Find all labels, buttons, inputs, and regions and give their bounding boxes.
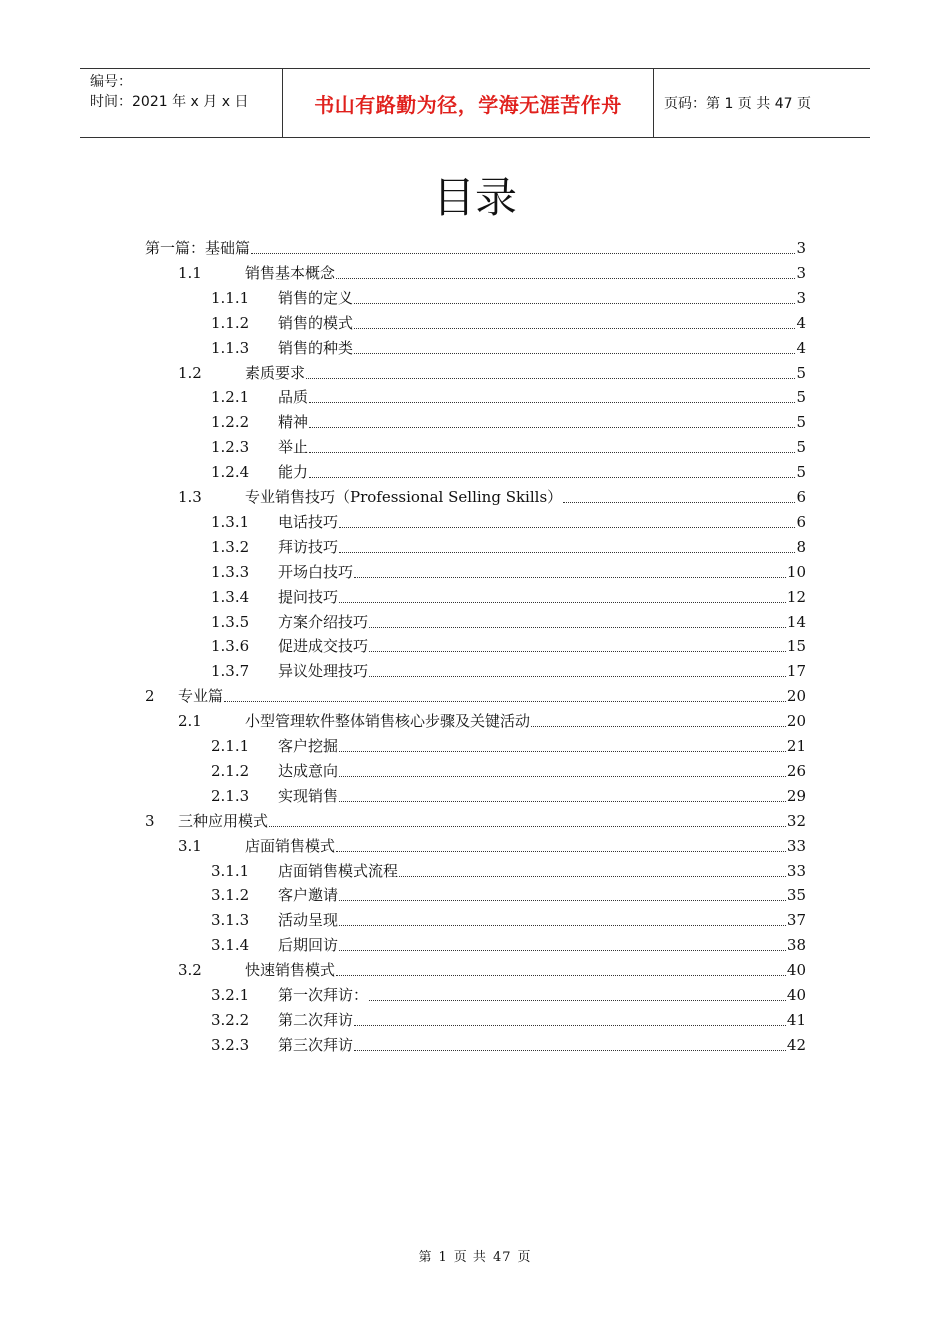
toc-entry[interactable] — [0, 706, 950, 731]
toc-entry-line — [278, 861, 806, 881]
toc-entry-page: 26 — [786, 761, 806, 780]
toc-entry[interactable] — [0, 831, 950, 856]
toc-entry-number: 3.1 — [178, 836, 202, 855]
toc-entry-number: 1.1.1 — [211, 288, 250, 307]
toc-dot-leader — [224, 700, 786, 702]
toc-entry-page: 6 — [796, 512, 806, 531]
toc-entry-label: 小型管理软件整体销售核心步骤及关键活动 — [245, 712, 531, 731]
page-header — [80, 68, 870, 138]
toc-entry-label: 第一篇：基础篇 — [145, 239, 251, 257]
serial-label: 编号： — [90, 74, 132, 90]
header-left-cell — [80, 69, 282, 137]
toc-entry-page: 5 — [796, 413, 806, 432]
toc-entry-page: 12 — [786, 587, 806, 606]
toc-entry[interactable] — [0, 457, 950, 482]
toc-entry-page: 20 — [786, 712, 806, 731]
toc-entry-page: 32 — [786, 811, 806, 830]
toc-entry-line — [278, 412, 806, 432]
toc-entry[interactable] — [0, 382, 950, 407]
toc-entry-label: 能力 — [278, 463, 309, 482]
toc-entry-label: 第二次拜访 — [278, 1010, 354, 1029]
toc-entry-line — [278, 1035, 806, 1055]
toc-dot-leader — [354, 1049, 786, 1051]
toc-dot-leader — [354, 1024, 786, 1026]
toc-entry-label: 举止 — [278, 438, 309, 457]
toc-entry-number: 2 — [145, 687, 155, 706]
toc-entry-label: 品质 — [278, 388, 309, 407]
toc-entry-page: 4 — [796, 313, 806, 332]
toc-entry-number: 3.2.3 — [211, 1035, 250, 1054]
toc-entry-line — [278, 587, 806, 607]
toc-entry-number: 2.1 — [178, 712, 202, 731]
toc-entry-line — [278, 437, 806, 457]
toc-entry[interactable] — [0, 980, 950, 1005]
footer-total-pages: 47 — [492, 1250, 512, 1265]
toc-entry-page: 37 — [786, 911, 806, 930]
toc-entry[interactable] — [0, 482, 950, 507]
toc-entry-page: 20 — [786, 687, 806, 706]
toc-entry[interactable] — [0, 507, 950, 532]
toc-dot-leader — [563, 501, 795, 503]
footer-suffix: 页 — [517, 1250, 532, 1265]
toc-entry[interactable] — [0, 407, 950, 432]
toc-entry-line — [278, 462, 806, 482]
toc-entry-label: 开场白技巧 — [278, 562, 354, 581]
toc-entry-label: 客户挖掘 — [278, 737, 339, 755]
toc-entry[interactable] — [0, 333, 950, 358]
toc-entry-number: 1.2 — [178, 363, 202, 382]
toc-entry[interactable] — [0, 1030, 950, 1055]
toc-entry-label: 后期回访 — [278, 936, 339, 955]
toc-entry-number: 1.2.4 — [211, 463, 250, 482]
header-motto: 书山有路勤为径，学海无涯苦作舟 — [282, 69, 654, 137]
toc-entry-line — [178, 811, 806, 831]
toc-entry-line — [145, 238, 806, 258]
toc-entry[interactable] — [0, 955, 950, 980]
toc-entry-label: 客户邀请 — [278, 886, 339, 905]
toc-entry[interactable] — [0, 880, 950, 905]
toc-entry-number: 3.2.1 — [211, 986, 250, 1004]
toc-entry-line — [278, 786, 806, 806]
page-footer — [0, 1246, 950, 1265]
toc-entry-page: 14 — [786, 612, 806, 631]
toc-entry-page: 3 — [796, 239, 806, 257]
toc-entry-label: 店面销售模式 — [245, 836, 336, 855]
toc-entry-page: 40 — [786, 986, 806, 1004]
toc-dot-leader — [309, 401, 795, 403]
toc-entry-line — [278, 512, 806, 532]
toc-entry-line — [278, 612, 806, 632]
toc-entry-number: 3.1.2 — [211, 886, 250, 905]
toc-entry-label: 销售的模式 — [278, 313, 354, 332]
toc-entry[interactable] — [0, 607, 950, 632]
toc-entry-label: 销售基本概念 — [245, 263, 336, 282]
toc-entry-number: 1.3 — [178, 488, 202, 506]
toc-entry-line — [178, 686, 806, 706]
toc-dot-leader — [339, 601, 786, 603]
footer-prefix: 第 — [418, 1250, 433, 1265]
toc-entry-label: 第一次拜访： — [278, 986, 369, 1004]
toc-entry-page: 40 — [786, 961, 806, 980]
toc-entry-page: 42 — [786, 1035, 806, 1054]
toc-entry-page: 15 — [786, 637, 806, 656]
toc-entry-page: 38 — [786, 936, 806, 955]
toc-entry-line — [245, 836, 806, 856]
toc-entry[interactable] — [0, 781, 950, 806]
toc-entry-label: 方案介绍技巧 — [278, 612, 369, 631]
toc-dot-leader — [336, 850, 786, 852]
toc-entry[interactable] — [0, 930, 950, 955]
toc-entry[interactable] — [0, 358, 950, 383]
toc-entry-number: 1.2.2 — [211, 413, 250, 432]
toc-dot-leader — [306, 377, 795, 379]
toc-entry-page: 35 — [786, 886, 806, 905]
toc-entry-page: 5 — [796, 463, 806, 482]
toc-entry-line — [245, 487, 806, 507]
toc-dot-leader — [339, 800, 786, 802]
footer-mid: 页 共 — [453, 1250, 487, 1265]
toc-entry-line — [278, 935, 806, 955]
toc-entry[interactable] — [0, 308, 950, 333]
toc-entry-page: 3 — [796, 288, 806, 307]
toc-entry[interactable] — [0, 258, 950, 283]
toc-entry-number: 2.1.2 — [211, 761, 250, 780]
toc-entry[interactable] — [0, 756, 950, 781]
toc-entry-line — [278, 313, 806, 333]
toc-dot-leader — [339, 750, 786, 752]
toc-dot-leader — [339, 526, 795, 528]
toc-entry-line — [245, 960, 806, 980]
toc-entry-number: 2.1.3 — [211, 786, 250, 805]
toc-entry-number: 1.1 — [178, 263, 202, 282]
toc-dot-leader — [309, 426, 795, 428]
toc-entry-label: 第三次拜访 — [278, 1035, 354, 1054]
toc-entry[interactable] — [0, 582, 950, 607]
toc-entry[interactable] — [0, 532, 950, 557]
toc-dot-leader — [354, 302, 795, 304]
toc-entry-line — [245, 711, 806, 731]
toc-entry-number: 3.1.4 — [211, 936, 250, 955]
toc-entry[interactable] — [0, 806, 950, 831]
toc-entry-page: 10 — [786, 562, 806, 581]
toc-entry-label: 实现销售 — [278, 786, 339, 805]
toc-entry-label: 三种应用模式 — [178, 811, 269, 830]
toc-entry-line — [245, 363, 806, 383]
toc-entry-number: 1.3.4 — [211, 587, 250, 606]
toc-entry-number: 3.1.3 — [211, 911, 250, 930]
toc-entry-number: 1.1.2 — [211, 313, 250, 332]
toc-entry[interactable] — [0, 233, 950, 258]
toc-entry-line — [278, 910, 806, 930]
toc-entry-label: 达成意向 — [278, 761, 339, 780]
toc-entry-line — [278, 761, 806, 781]
toc-entry-line — [245, 263, 806, 283]
toc-entry-label: 异议处理技巧 — [278, 662, 369, 681]
toc-entry-label: 促进成交技巧 — [278, 637, 369, 656]
toc-entry-line — [278, 387, 806, 407]
toc-dot-leader — [369, 999, 786, 1001]
toc-entry[interactable] — [0, 905, 950, 930]
toc-entry-label: 专业销售技巧（Professional Selling Skills） — [245, 488, 563, 506]
toc-dot-leader — [354, 352, 795, 354]
toc-entry[interactable] — [0, 432, 950, 457]
toc-entry-page: 33 — [786, 836, 806, 855]
footer-current-page: 1 — [438, 1250, 448, 1265]
toc-dot-leader — [399, 875, 786, 877]
toc-entry-page: 41 — [786, 1010, 806, 1029]
toc-entry-label: 销售的定义 — [278, 288, 354, 307]
toc-entry-number: 1.2.1 — [211, 388, 250, 407]
toc-entry[interactable] — [0, 283, 950, 308]
toc-entry-line — [278, 661, 806, 681]
time-label: 时间：2021 年 x 月 x 日 — [90, 94, 249, 110]
toc-dot-leader — [354, 576, 786, 578]
toc-entry[interactable] — [0, 631, 950, 656]
toc-dot-leader — [369, 626, 786, 628]
toc-dot-leader — [369, 675, 786, 677]
toc-entry-label: 提问技巧 — [278, 587, 339, 606]
toc-entry-page: 8 — [796, 537, 806, 556]
toc-entry-number: 1.3.5 — [211, 612, 250, 631]
toc-dot-leader — [339, 949, 786, 951]
page-title: 目录 — [432, 173, 517, 222]
toc-dot-leader — [354, 327, 795, 329]
toc-entry-number: 1.3.6 — [211, 637, 250, 656]
toc-entry-line — [278, 537, 806, 557]
toc-dot-leader — [339, 551, 795, 553]
toc-entry-page: 6 — [796, 488, 806, 506]
toc-entry-label: 销售的种类 — [278, 338, 354, 357]
toc-dot-leader — [336, 974, 786, 976]
header-page-info: 页码：第 1 页 共 47 页 — [664, 96, 811, 112]
toc-entry-line — [278, 338, 806, 358]
toc-entry-page: 5 — [796, 438, 806, 457]
toc-entry-line — [278, 985, 806, 1005]
toc-entry-page: 21 — [786, 737, 806, 755]
toc-entry[interactable] — [0, 656, 950, 681]
toc-entry[interactable] — [0, 1005, 950, 1030]
toc-entry[interactable] — [0, 681, 950, 706]
toc-dot-leader — [339, 899, 786, 901]
toc-entry-number: 3.1.1 — [211, 861, 250, 880]
toc-entry-number: 1.2.3 — [211, 438, 250, 457]
toc-entry-number: 3.2.2 — [211, 1010, 250, 1029]
toc-entry-label: 素质要求 — [245, 363, 306, 382]
toc-entry-line — [278, 636, 806, 656]
toc-entry-page: 4 — [796, 338, 806, 357]
toc-dot-leader — [251, 252, 795, 254]
toc-dot-leader — [336, 277, 795, 279]
toc-entry-label: 拜访技巧 — [278, 537, 339, 556]
toc-entry-page: 33 — [786, 861, 806, 880]
toc-entry-page: 5 — [796, 388, 806, 407]
toc-entry-line — [278, 1010, 806, 1030]
toc-entry[interactable] — [0, 856, 950, 881]
toc-dot-leader — [369, 650, 786, 652]
toc-entry-label: 专业篇 — [178, 687, 224, 706]
toc-entry-page: 17 — [786, 662, 806, 681]
toc-entry-number: 1.3.3 — [211, 562, 250, 581]
toc-entry-number: 1.3.1 — [211, 512, 250, 531]
toc-entry-page: 29 — [786, 786, 806, 805]
toc-entry-page: 3 — [796, 263, 806, 282]
toc-entry-line — [278, 288, 806, 308]
toc-entry-label: 店面销售模式流程 — [278, 861, 399, 880]
toc-dot-leader — [531, 725, 786, 727]
toc-dot-leader — [309, 476, 795, 478]
toc-entry-number: 1.1.3 — [211, 338, 250, 357]
toc-entry-line — [278, 562, 806, 582]
toc-entry[interactable] — [0, 731, 950, 756]
toc-entry-line — [278, 885, 806, 905]
toc-entry-label: 电话技巧 — [278, 512, 339, 531]
toc-entry-label: 精神 — [278, 413, 309, 432]
toc-dot-leader — [269, 825, 786, 827]
toc-entry-number: 1.3.7 — [211, 662, 250, 681]
toc-entry[interactable] — [0, 557, 950, 582]
toc-entry-label: 快速销售模式 — [245, 961, 336, 980]
toc-dot-leader — [309, 451, 795, 453]
toc-entry-number: 2.1.1 — [211, 737, 250, 755]
toc-entry-number: 3.2 — [178, 961, 202, 980]
toc-entry-number: 1.3.2 — [211, 537, 250, 556]
toc-dot-leader — [339, 924, 786, 926]
toc-entry-number: 3 — [145, 811, 155, 830]
toc-entry-line — [278, 736, 806, 756]
toc-entry-label: 活动呈现 — [278, 911, 339, 930]
toc-entry-page: 5 — [796, 363, 806, 382]
toc-dot-leader — [339, 775, 786, 777]
